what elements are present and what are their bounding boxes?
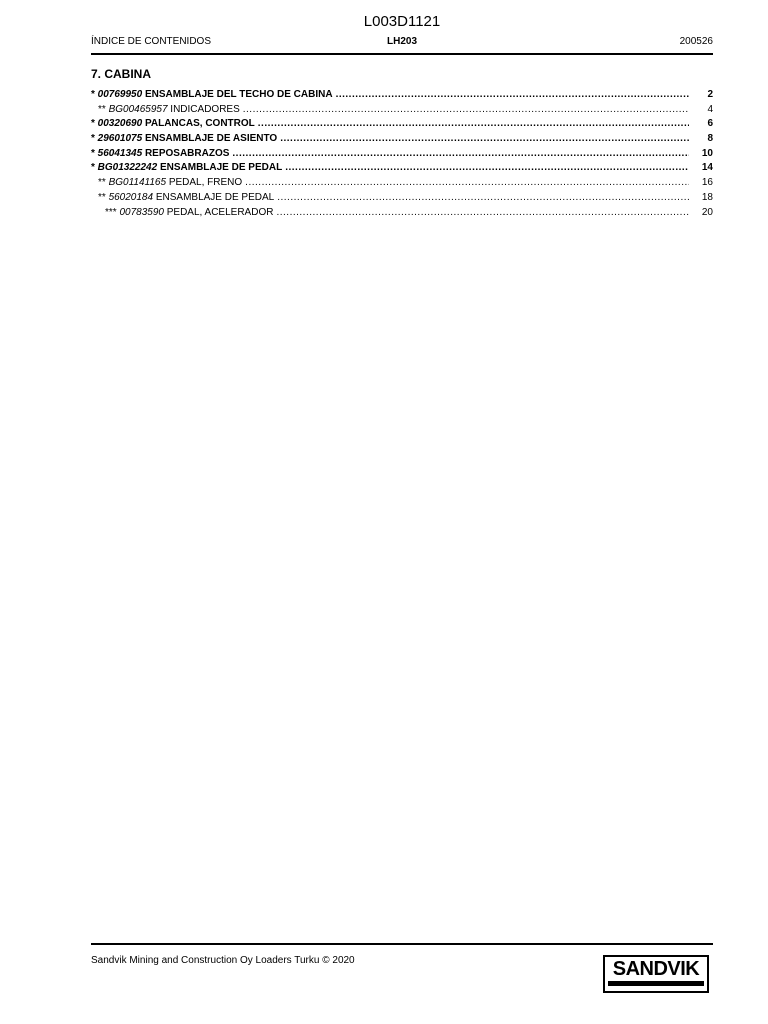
page-header <box>91 36 713 50</box>
toc-entry-prefix: * <box>91 133 98 145</box>
toc-entry-prefix: ** <box>98 103 109 115</box>
toc-entry-prefix: * <box>91 147 98 159</box>
toc-entry-title: PALANCAS, CONTROL <box>144 118 255 130</box>
toc-entry[interactable] <box>91 133 713 148</box>
toc-entry-page: 14 <box>701 162 713 174</box>
sandvik-logo <box>603 955 709 993</box>
toc-entry[interactable] <box>91 148 713 163</box>
toc-entry-leader-dots <box>232 148 689 159</box>
toc-entry-leader-dots <box>276 207 689 218</box>
toc-entry-title: INDICADORES <box>170 103 240 115</box>
toc-entry-prefix: * <box>91 89 98 100</box>
toc-entry-title: ENSAMBLAJE DEL TECHO DE CABINA <box>144 89 333 100</box>
toc-entry-prefix: * <box>91 162 98 174</box>
toc-entry-leader-dots <box>258 118 689 129</box>
toc-entry[interactable] <box>91 89 713 104</box>
toc-entry[interactable] <box>91 207 713 222</box>
toc-entry[interactable] <box>91 177 713 192</box>
toc-entry-title: ENSAMBLAJE DE PEDAL <box>159 162 283 174</box>
toc-entry-part-code: BG01322242 <box>97 162 158 174</box>
document-id: L003D1121 <box>363 13 441 30</box>
toc-entry-page: 20 <box>701 206 713 218</box>
footer-rule <box>91 943 713 945</box>
footer-copyright: Sandvik Mining and Construction Oy Loaders Turku © 2020 <box>91 955 355 966</box>
toc-entry[interactable] <box>91 192 713 207</box>
toc-entry-leader-dots <box>280 133 689 144</box>
toc-entry-page: 2 <box>707 89 713 100</box>
toc-entry-title: PEDAL, ACELERADOR <box>166 206 274 218</box>
toc-entry-page: 4 <box>707 103 713 115</box>
toc-entry[interactable] <box>91 104 713 119</box>
toc-entry-part-code: 56041345 <box>97 147 143 159</box>
table-of-contents <box>91 89 713 221</box>
toc-entry-page: 16 <box>701 177 713 189</box>
toc-entry-leader-dots <box>336 89 689 100</box>
toc-entry-part-code: 00320690 <box>97 118 143 130</box>
toc-entry-page: 6 <box>707 118 713 130</box>
toc-entry-prefix: *** <box>105 206 120 218</box>
header-model: LH203 <box>387 36 418 47</box>
logo-underline-bar <box>608 981 704 986</box>
toc-entry-title: REPOSABRAZOS <box>144 147 230 159</box>
toc-entry-prefix: ** <box>98 177 109 189</box>
toc-entry-title: ENSAMBLAJE DE PEDAL <box>155 191 275 203</box>
toc-entry-prefix: * <box>91 118 98 130</box>
toc-entry-prefix: ** <box>98 191 109 203</box>
toc-entry[interactable] <box>91 118 713 133</box>
toc-entry-page: 10 <box>701 147 713 159</box>
toc-entry-page: 18 <box>701 191 713 203</box>
section-title: 7. CABINA <box>91 67 152 81</box>
toc-entry-title: PEDAL, FRENO <box>168 177 243 189</box>
toc-entry-part-code: BG00465957 <box>108 103 168 115</box>
toc-entry-leader-dots <box>245 177 689 188</box>
toc-entry-part-code: 00769950 <box>97 89 143 100</box>
toc-entry-part-code: 56020184 <box>108 191 154 203</box>
toc-entry-leader-dots <box>285 162 689 173</box>
logo-wordmark: SANDVIK <box>612 958 700 980</box>
toc-entry[interactable] <box>91 162 713 177</box>
toc-entry-title: ENSAMBLAJE DE ASIENTO <box>144 133 278 145</box>
toc-entry-part-code: 00783590 <box>119 206 164 218</box>
header-title: ÍNDICE DE CONTENIDOS <box>91 36 212 47</box>
toc-entry-leader-dots <box>243 104 689 115</box>
header-rule <box>91 53 713 55</box>
toc-entry-part-code: BG01141165 <box>108 177 167 189</box>
toc-entry-part-code: 29601075 <box>97 133 143 145</box>
toc-entry-leader-dots <box>277 192 689 203</box>
header-date-code: 200526 <box>679 36 713 47</box>
toc-entry-page: 8 <box>707 133 713 145</box>
